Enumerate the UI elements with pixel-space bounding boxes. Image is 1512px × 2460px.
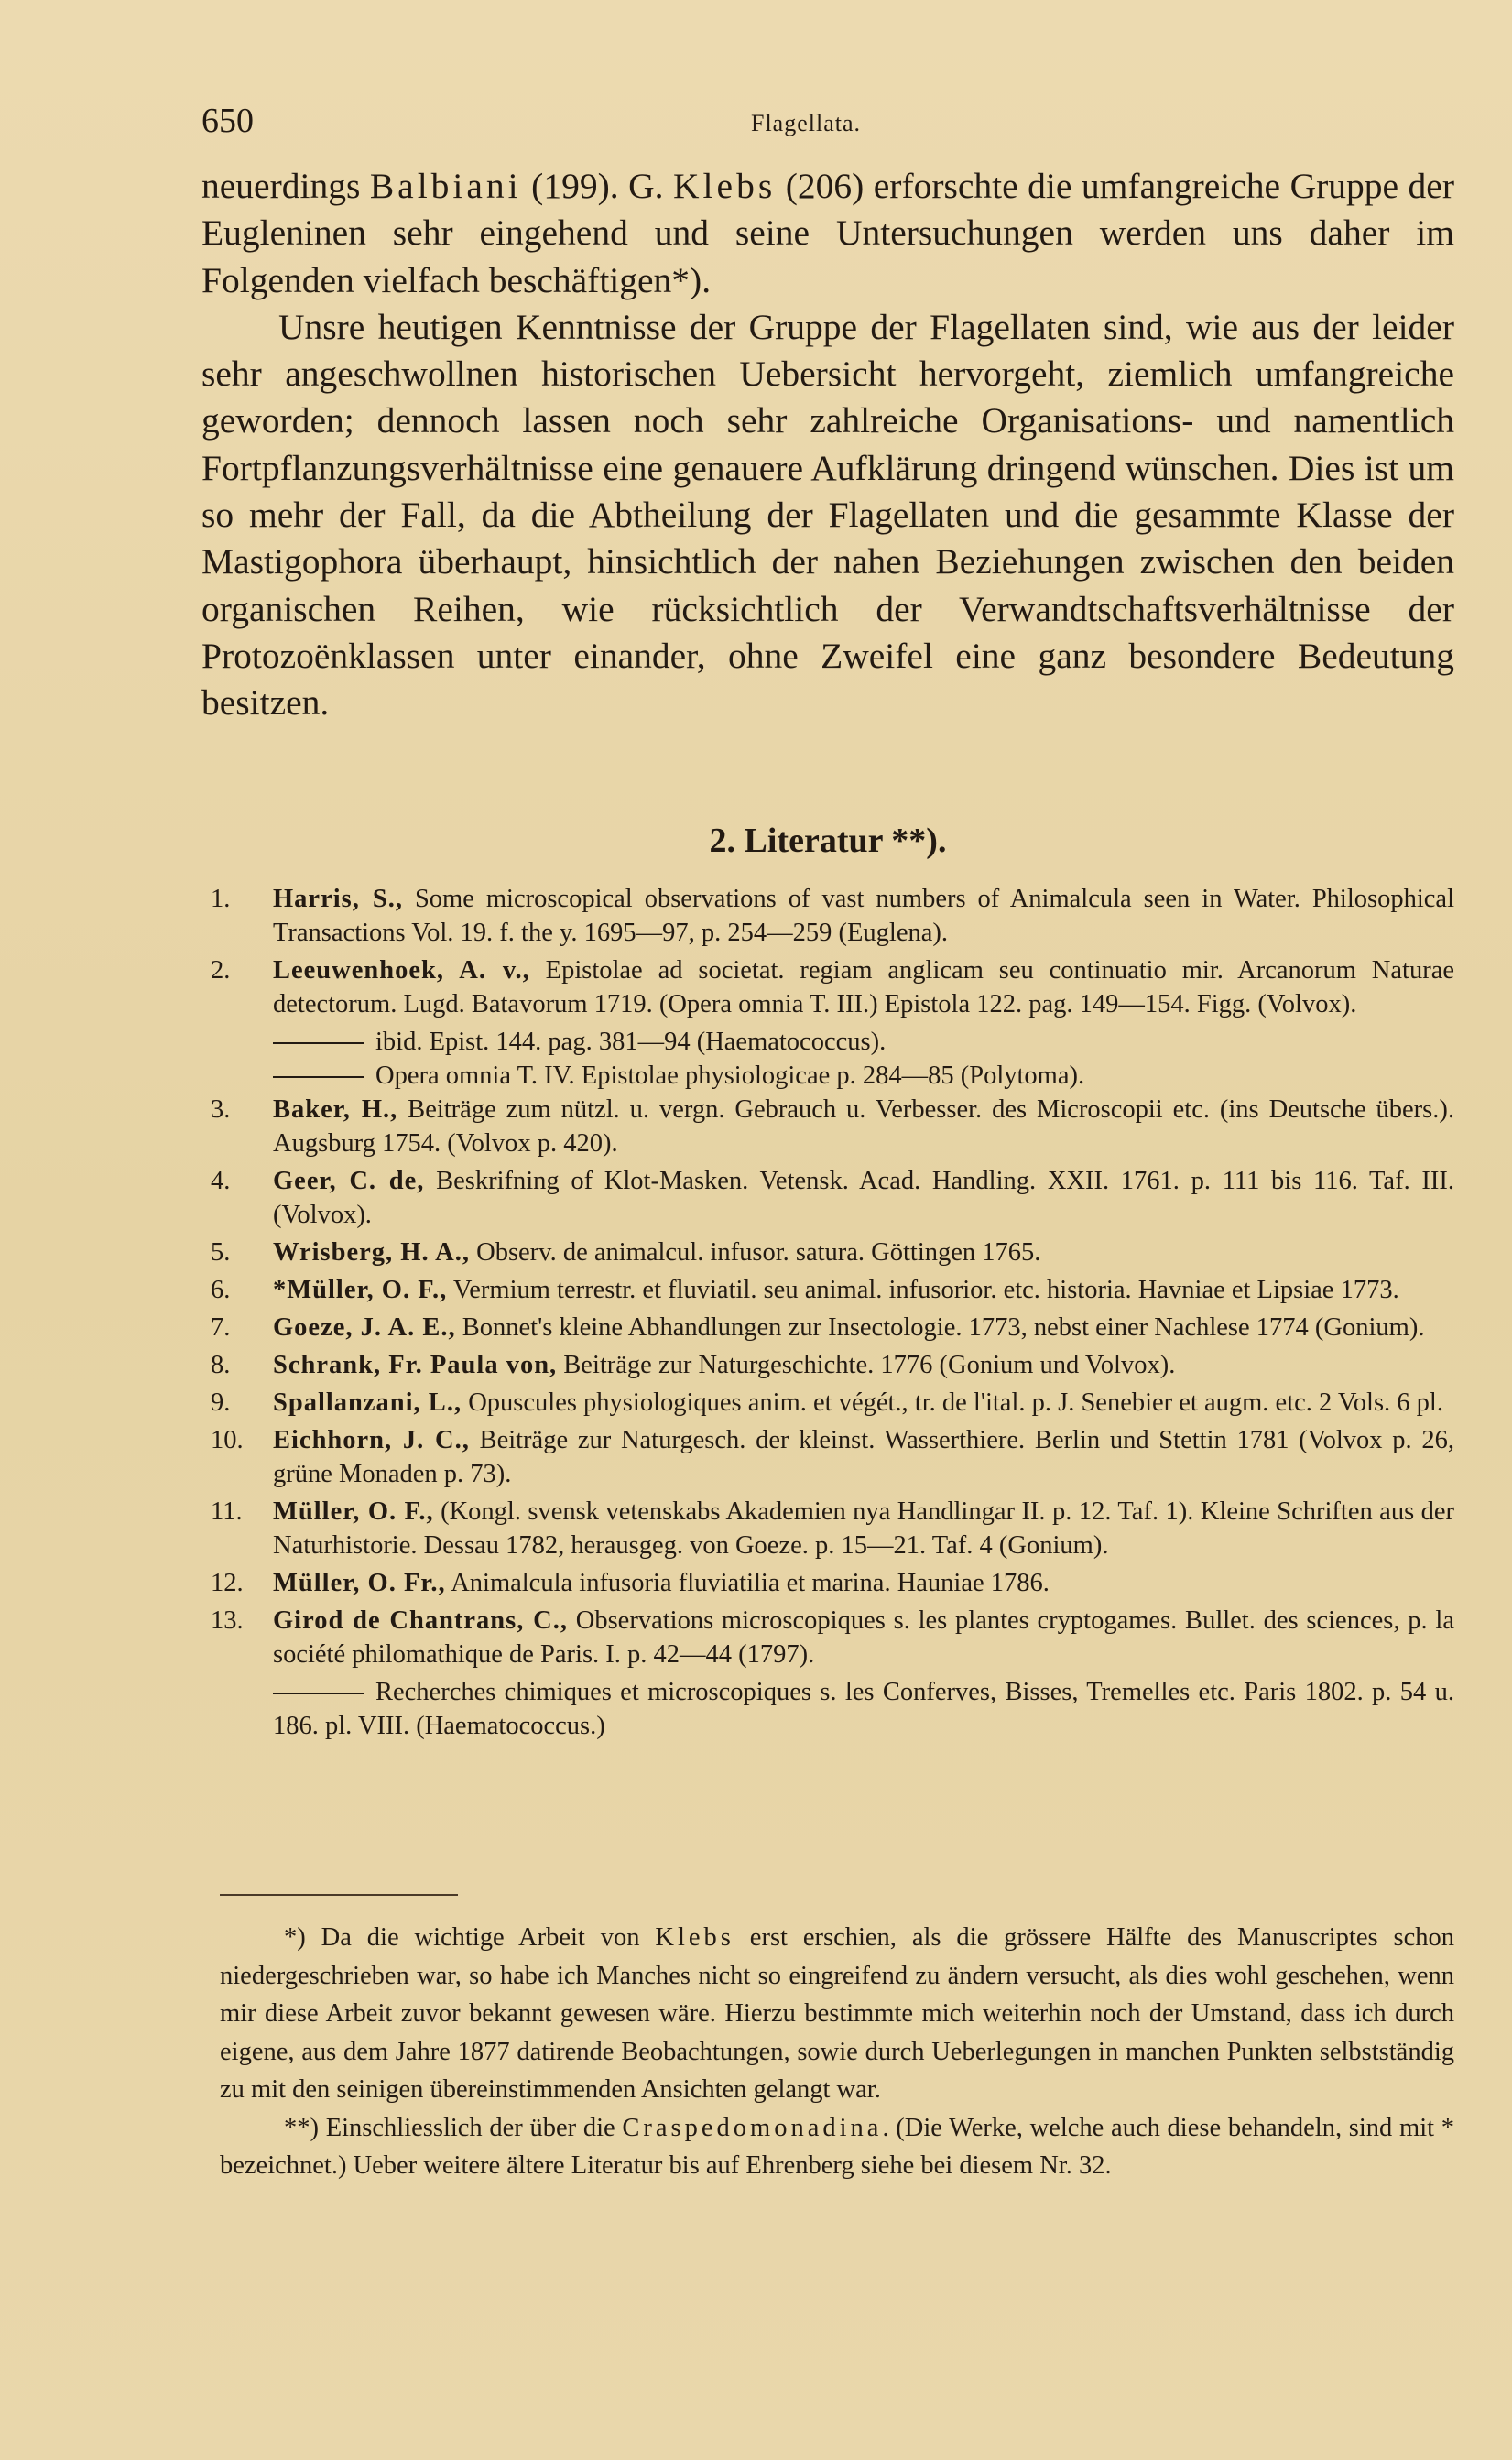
reference-item [211,1386,1454,1420]
reference-text: Vermium terrestr. et fluviatil. seu animal. infusorior. etc. historia. Havniae et Lipsiae 1773. [447,1276,1399,1304]
reference-number: 8. [211,1351,231,1379]
reference-text: Beskrifning of Klot-Masken. Vetensk. Acad. Handling. XXII. 1761. p. 111 bis 116. Taf. III. (Volvox). [273,1167,1454,1229]
ditto-dash [273,1042,364,1044]
reference-author: Müller, O. F., [273,1497,434,1526]
reference-item [211,1059,1454,1093]
reference-item [211,953,1454,1021]
reference-author: Goeze, J. A. E., [273,1313,456,1342]
reference-item [211,882,1454,950]
reference-number: 4. [211,1167,231,1195]
reference-number: 2. [211,956,231,985]
reference-text: Bonnet's kleine Abhandlungen zur Insectologie. 1773, nebst einer Nachlese 1774 (Gonium). [455,1313,1425,1342]
text-run: **) Einschliesslich der über die [284,2113,623,2142]
reference-author: Leeuwenhoek, A. v., [273,956,530,985]
reference-text: (Kongl. svensk vetenskabs Akademien nya Handlingar II. p. 12. Taf. 1). Kleine Schriften aus der Naturhistorie. Dessau 1782, herausgeg. von Goeze. p. 15—21. Taf. 4 (Gonium). [273,1497,1455,1560]
footnotes [220,1919,1454,2185]
reference-text: Epistolae ad societat. regiam anglicam seu continuatio mir. Arcanorum Naturae detectorum. Lugd. Batavorum 1719. (Opera omnia T. III.) Epistola 122. pag. 149—154. Figg. (Volvox). [273,956,1454,1018]
page-number: 650 [201,102,254,140]
page-header [201,101,1439,147]
person-name: Klebs [673,166,777,206]
body-text [201,163,1454,727]
reference-author: *Müller, O. F., [273,1276,448,1304]
reference-item [211,1495,1454,1562]
ditto-dash [273,1693,364,1694]
reference-text: Observations microscopiques s. les plantes cryptogames. Bullet. des sciences, p. la société philomathique de Paris. I. p. 42—44 (1797). [273,1606,1454,1669]
person-name: Klebs [655,1923,734,1952]
reference-author: Harris, S., [273,885,403,913]
reference-number: 9. [211,1388,231,1417]
text-run: . (Die Werke, welche auch diese behandeln, sind mit * bezeichnet.) Ueber weitere ältere Literatur bis auf Ehrenberg siehe bei diesem Nr. 32. [220,2113,1454,2180]
reference-text: Opuscules physiologiques anim. et végét., tr. de l'ital. p. J. Senebier et augm. etc. 2 Vols. 6 pl. [462,1388,1443,1417]
reference-item [211,1025,1454,1059]
reference-text: Beiträge zur Naturgeschichte. 1776 (Gonium und Volvox). [557,1351,1176,1379]
reference-item [211,1423,1454,1491]
reference-text: Animalcula infusoria fluviatilia et marina. Hauniae 1786. [445,1569,1050,1597]
running-head: Flagellata. [751,110,862,136]
reference-number: 12. [211,1569,244,1597]
reference-number: 11. [211,1497,243,1526]
section-title: 2. Literatur **). [709,822,947,860]
reference-number: 1. [211,885,231,913]
reference-number: 5. [211,1238,231,1267]
footnote-rule [220,1894,458,1896]
ditto-dash [273,1076,364,1078]
reference-item [211,1348,1454,1382]
reference-number: 6. [211,1276,231,1304]
reference-author: Girod de Chantrans, C., [273,1606,568,1635]
reference-text: ibid. Epist. 144. pag. 381—94 (Haematococcus). [375,1028,887,1056]
paragraph-2: Unsre heutigen Kenntnisse der Gruppe der Flagellaten sind, wie aus der leider sehr angeschwollnen historischen Uebersicht hervorgeht, ziemlich umfangreiche geworden; dennoch lassen noch sehr zahlreiche Organisations- und namentlich Fortpflanzungsverhältnisse eine genauere Aufklärung dringend wünschen. Dies ist um so mehr der Fall, da die Abtheilung der Flagellaten und die gesammte Klasse der Mastigophora überhaupt, hinsichtlich der nahen Beziehungen zwischen den beiden organischen Reihen, wie rücksichtlich der Verwandtschaftsverhältnisse der Protozoënklassen unter einander, ohne Zweifel eine ganz besondere Bedeutung besitzen. [201,306,1454,724]
reference-item [211,1235,1454,1269]
footnote-1 [220,1919,1454,2109]
paragraph-1 [201,163,1454,304]
text-run: *) Da die wichtige Arbeit von [284,1923,656,1952]
reference-item [211,1311,1454,1344]
reference-number: 7. [211,1313,231,1342]
reference-text: Beiträge zur Naturgesch. der kleinst. Wasserthiere. Berlin und Stettin 1781 (Volvox p. 26, grüne Monaden p. 73). [273,1426,1454,1488]
reference-author: Schrank, Fr. Paula von, [273,1351,558,1379]
reference-author: Wrisberg, H. A., [273,1238,470,1267]
reference-text: Beiträge zum nützl. u. vergn. Gebrauch u. Verbesser. des Microscopii etc. (ins Deutsche übers.). Augsburg 1754. (Volvox p. 420). [273,1095,1454,1158]
footnote-2 [220,2109,1454,2185]
reference-text: Some microscopical observations of vast numbers of Animalcula seen in Water. Philosophical Transactions Vol. 19. f. the y. 1695—97, p. 254—259 (Euglena). [273,885,1454,947]
reference-author: Baker, H., [273,1095,398,1124]
reference-item [211,1273,1454,1307]
reference-text: Opera omnia T. IV. Epistolae physiologicae p. 284—85 (Polytoma). [375,1061,1085,1090]
reference-author: Geer, C. de, [273,1167,425,1195]
text-run: (199). G. [521,166,674,206]
reference-author: Spallanzani, L., [273,1388,462,1417]
text-run: neuerdings [201,166,370,206]
reference-number: 3. [211,1095,231,1124]
person-name: Balbiani [369,166,522,206]
reference-author: Eichhorn, J. C., [273,1426,470,1454]
reference-item [211,1164,1454,1232]
reference-number: 13. [211,1606,244,1635]
text-run: erst erschien, als die grössere Hälfte des Manuscriptes schon niedergeschrieben war, so habe ich Manches nicht so eingreifend zu ändern versucht, als dies wohl geschehen, wenn mir diese Arbeit zuvor bekannt gewesen wäre. Hierzu bestimmte mich weiterhin noch der Umstand, dass ich durch eigene, aus dem Jahre 1877 datirende Beobachtungen, sowie durch Ueberlegungen in manchen Punkten selbstständig zu mit den seinigen übereinstimmenden Ansichten gelangt war. [220,1923,1454,2104]
reference-text: Recherches chimiques et microscopiques s. les Conferves, Bisses, Tremelles etc. Paris 1802. p. 54 u. 186. pl. VIII. (Haematococcus.) [273,1678,1454,1740]
reference-author: Müller, O. Fr., [273,1569,446,1597]
reference-list [211,882,1454,1743]
reference-item [211,1093,1454,1160]
reference-item [211,1604,1454,1671]
reference-text: Observ. de animalcul. infusor. satura. Göttingen 1765. [469,1238,1041,1267]
reference-item [211,1675,1454,1743]
taxon-name: Craspedomonadina [622,2113,883,2142]
reference-item [211,1566,1454,1600]
text-run: (206) erforschte die umfangreiche Gruppe der Eugleninen sehr eingehend und seine Untersuchungen werden uns daher im Folgenden vielfach beschäftigen*). [201,166,1454,300]
reference-number: 10. [211,1426,244,1454]
